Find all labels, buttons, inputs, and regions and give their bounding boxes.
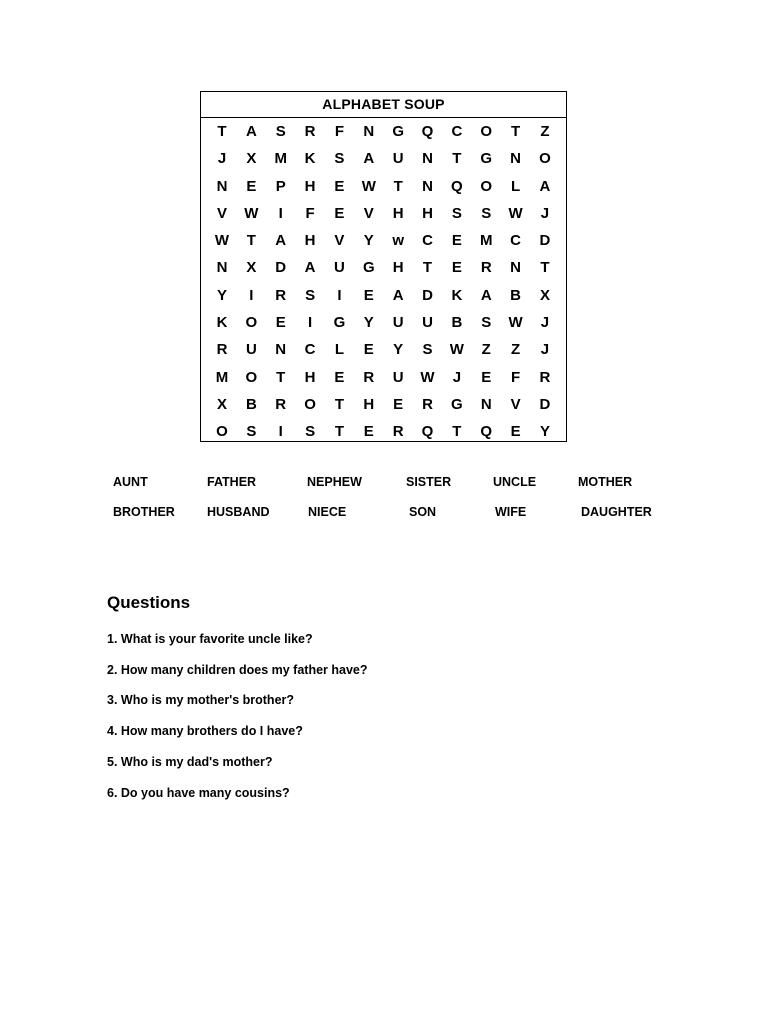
grid-letter: C (510, 232, 522, 250)
word-item: SISTER (406, 475, 452, 489)
grid-letter: A (275, 232, 287, 250)
grid-letter: G (451, 395, 463, 413)
grid-letter: I (278, 204, 283, 222)
alphabet-soup-puzzle (200, 91, 567, 442)
grid-letter: R (275, 395, 287, 413)
question-item: 1. What is your favorite uncle like? (107, 632, 313, 646)
word-item: FATHER (207, 475, 257, 489)
grid-letter: X (246, 150, 257, 168)
grid-letter: Q (480, 423, 493, 441)
grid-letter: A (363, 150, 375, 168)
grid-letter: D (275, 259, 287, 277)
grid-letter: F (334, 123, 345, 140)
grid-letter: R (539, 368, 551, 386)
grid-letter: H (363, 395, 375, 413)
grid-row (201, 418, 566, 445)
grid-letter: T (246, 232, 256, 250)
word-item: UNCLE (493, 475, 537, 489)
grid-letter: V (363, 204, 374, 222)
grid-letter: W (361, 177, 376, 195)
grid-letter: M (274, 150, 287, 168)
grid-letter: I (307, 314, 313, 332)
grid-letter: Z (540, 123, 550, 140)
grid-letter: T (452, 150, 462, 168)
grid-letter: M (479, 232, 493, 250)
word-item: NEPHEW (307, 475, 362, 489)
grid-letter: E (481, 368, 492, 386)
grid-letter: Z (481, 341, 491, 359)
grid-letter: Z (511, 341, 521, 359)
grid-letter: E (510, 423, 521, 441)
grid-letter: w (392, 232, 404, 250)
grid-letter: E (363, 341, 374, 359)
grid-letter: U (245, 341, 257, 359)
grid-letter: N (510, 259, 522, 277)
grid-row (201, 145, 566, 172)
question-item: 6. Do you have many cousins? (107, 786, 290, 800)
grid-letter: J (217, 150, 227, 168)
questions-heading: Questions (107, 593, 191, 612)
word-item: WIFE (495, 505, 527, 519)
grid-letter: R (363, 368, 375, 386)
grid-letter: E (246, 177, 257, 195)
grid-letter: R (216, 341, 228, 359)
grid-letter: L (511, 177, 521, 195)
grid-letter: A (480, 286, 492, 304)
grid-letter: E (334, 204, 345, 222)
grid-row (201, 282, 566, 309)
grid-letter: R (275, 286, 287, 304)
grid-letter: S (275, 123, 286, 140)
grid-letter: N (275, 341, 287, 359)
grid-letter: N (216, 177, 228, 195)
grid-letter: K (216, 314, 228, 332)
grid-row (201, 391, 566, 418)
grid-letter: N (510, 150, 522, 168)
grid-letter: X (216, 395, 227, 413)
grid-letter: H (392, 204, 404, 222)
grid-letter: R (304, 123, 316, 140)
question-item: 5. Who is my dad's mother? (107, 755, 273, 769)
grid-letter: G (480, 150, 493, 168)
grid-letter: R (422, 395, 433, 413)
grid-letter: N (480, 395, 492, 413)
grid-letter: Y (363, 314, 374, 332)
grid-letter: H (422, 204, 433, 222)
grid-letter: F (305, 204, 315, 222)
grid-letter: T (334, 423, 345, 441)
grid-letter: J (452, 368, 462, 386)
grid-letter: T (276, 368, 286, 386)
grid-letter: H (304, 232, 316, 250)
grid-letter: J (540, 204, 550, 222)
grid-letter: G (362, 259, 375, 277)
grid-letter: Y (393, 341, 404, 359)
grid-letter: C (304, 341, 316, 359)
question-item: 4. How many brothers do I have? (107, 724, 303, 738)
grid-letter: Y (539, 423, 550, 441)
grid-letter: H (304, 368, 316, 386)
grid-letter: G (392, 123, 404, 140)
grid-letter: T (511, 123, 521, 140)
grid-letter: W (508, 204, 523, 222)
grid-row (201, 118, 566, 145)
grid-letter: X (539, 286, 550, 304)
grid-letter: C (422, 232, 433, 250)
grid-letter: Q (451, 177, 463, 195)
letter-grid (201, 118, 566, 446)
grid-letter: T (540, 259, 550, 277)
question-item: 2. How many children does my father have? (107, 663, 368, 677)
grid-letter: N (422, 177, 433, 195)
word-item: BROTHER (113, 505, 175, 519)
grid-row (201, 173, 566, 200)
grid-letter: S (481, 314, 492, 332)
grid-letter: T (452, 423, 462, 441)
grid-letter: E (275, 314, 286, 332)
grid-letter: O (245, 368, 258, 386)
grid-letter: N (363, 123, 375, 140)
grid-letter: J (540, 314, 550, 332)
grid-letter: R (392, 423, 404, 441)
grid-letter: X (246, 259, 257, 277)
grid-letter: S (305, 286, 316, 304)
grid-letter: A (392, 286, 404, 304)
grid-letter: T (334, 395, 345, 413)
grid-letter: E (393, 395, 404, 413)
grid-letter: V (216, 204, 227, 222)
grid-letter: Y (216, 286, 227, 304)
grid-letter: E (451, 232, 462, 250)
grid-letter: S (422, 341, 433, 359)
grid-letter: E (363, 423, 374, 441)
grid-letter: I (278, 423, 283, 441)
question-item: 3. Who is my mother's brother? (107, 693, 295, 707)
grid-letter: U (392, 368, 404, 386)
grid-letter: E (363, 286, 374, 304)
grid-letter: O (539, 150, 551, 168)
grid-letter: O (216, 423, 228, 441)
grid-letter: L (334, 341, 345, 359)
grid-row (201, 309, 566, 336)
grid-letter: F (511, 368, 521, 386)
grid-letter: S (481, 204, 492, 222)
grid-letter: T (393, 177, 403, 195)
grid-letter: K (304, 150, 316, 168)
grid-letter: K (451, 286, 463, 304)
grid-letter: O (480, 123, 493, 140)
grid-letter: C (451, 123, 463, 140)
grid-letter: B (510, 286, 522, 304)
grid-letter: P (275, 177, 286, 195)
grid-letter: M (215, 368, 229, 386)
grid-letter: U (392, 314, 404, 332)
grid-letter: Y (363, 232, 374, 250)
grid-letter: O (245, 314, 258, 332)
word-item: AUNT (113, 475, 148, 489)
grid-letter: I (337, 286, 342, 304)
grid-letter: R (480, 259, 492, 277)
grid-row (201, 364, 566, 391)
word-item: MOTHER (578, 475, 633, 489)
grid-letter: T (422, 259, 433, 277)
grid-letter: W (244, 204, 259, 222)
grid-letter: U (422, 314, 433, 332)
grid-letter: I (249, 286, 254, 304)
grid-letter: W (508, 314, 523, 332)
grid-letter: W (214, 232, 230, 250)
grid-row (201, 254, 566, 281)
grid-letter: D (422, 286, 433, 304)
puzzle-title: ALPHABET SOUP (201, 92, 566, 118)
grid-letter: W (420, 368, 435, 386)
grid-letter: D (539, 232, 551, 250)
grid-letter: G (333, 314, 346, 332)
grid-letter: V (334, 232, 345, 250)
word-item: DAUGHTER (581, 505, 652, 519)
grid-letter: N (422, 150, 433, 168)
grid-letter: E (334, 368, 345, 386)
word-item: SON (409, 505, 437, 519)
word-item: HUSBAND (207, 505, 270, 519)
grid-letter: E (451, 259, 462, 277)
grid-letter: J (540, 341, 550, 359)
grid-letter: O (480, 177, 493, 195)
grid-letter: S (334, 150, 345, 168)
grid-letter: A (539, 177, 551, 195)
grid-letter: N (216, 259, 228, 277)
grid-letter: V (510, 395, 521, 413)
grid-row (201, 227, 566, 254)
grid-letter: B (451, 314, 463, 332)
grid-letter: D (539, 395, 551, 413)
grid-letter: S (246, 423, 257, 441)
grid-letter: A (304, 259, 316, 277)
grid-letter: S (305, 423, 316, 441)
word-item: NIECE (308, 505, 347, 519)
grid-letter: T (217, 123, 227, 140)
grid-letter: B (245, 395, 257, 413)
grid-letter: O (304, 395, 316, 413)
grid-letter: E (334, 177, 345, 195)
grid-row (201, 200, 566, 227)
grid-letter: W (449, 341, 464, 359)
grid-letter: U (392, 150, 404, 168)
grid-letter: Q (421, 423, 434, 441)
grid-letter: H (392, 259, 404, 277)
grid-letter: A (245, 123, 257, 140)
grid-letter: U (334, 259, 345, 277)
grid-letter: H (304, 177, 316, 195)
grid-row (201, 336, 566, 363)
grid-letter: Q (421, 123, 434, 140)
grid-letter: S (451, 204, 462, 222)
